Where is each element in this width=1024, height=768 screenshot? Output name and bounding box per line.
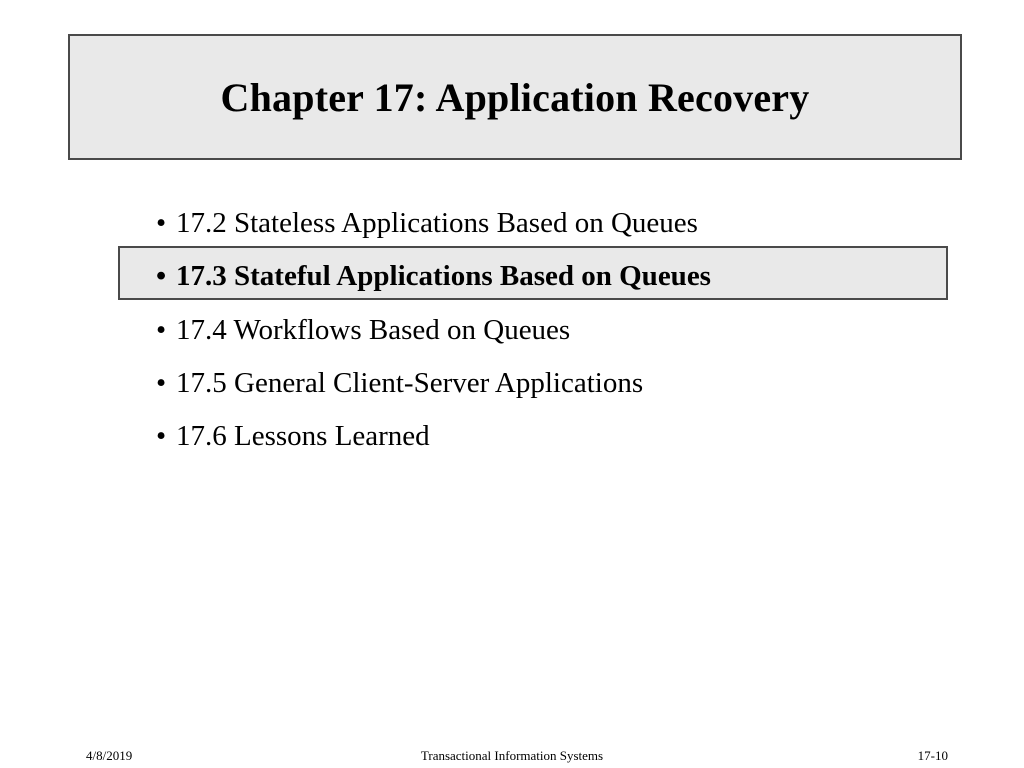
bullet-icon: • (156, 420, 167, 452)
list-item-label: 17.6 Lessons Learned (176, 420, 430, 452)
footer-course-title: Transactional Information Systems (420, 748, 604, 763)
footer-page-number: 17-10 (917, 748, 948, 763)
list-item-label: 17.3 Stateful Applications Based on Queues (176, 260, 711, 292)
list-item-label: 17.5 General Client-Server Applications (176, 367, 644, 399)
list-item-current (156, 258, 711, 294)
list-item (156, 418, 430, 454)
list-item (156, 312, 570, 348)
list-item (156, 365, 643, 401)
bullet-icon: • (156, 367, 167, 399)
list-item (156, 205, 698, 241)
list-item-label: 17.2 Stateless Applications Based on Queues (176, 207, 698, 239)
bullet-icon: • (156, 207, 167, 239)
list-item-label: 17.4 Workflows Based on Queues (176, 314, 571, 346)
bullet-icon: • (156, 314, 167, 346)
slide-title: Chapter 17: Application Recovery (220, 74, 810, 120)
bullet-icon: • (156, 260, 167, 292)
footer-date: 4/8/2019 (86, 748, 133, 763)
